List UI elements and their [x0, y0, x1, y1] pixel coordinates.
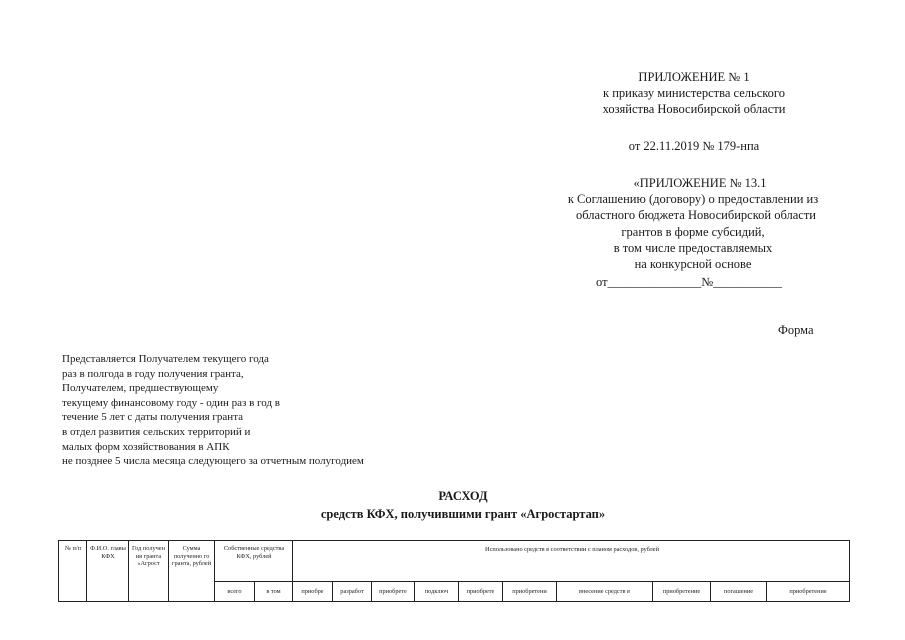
column-divider [214, 540, 215, 602]
column-header-grant-sum: Сумма полученно го гранта, рублей [171, 545, 212, 568]
column-divider [502, 581, 503, 602]
column-header-grant-year: Год получен ия гранта «Агрост [132, 545, 165, 568]
agreement-line-3: грантов в форме субсидий, [621, 225, 765, 239]
submission-note-line: не позднее 5 числа месяца следующего за отчетным полугодием [62, 455, 364, 468]
from-number-line: от_______________№___________ [596, 275, 782, 289]
column-divider [710, 581, 711, 602]
subheader-used-item: внесение средств в [579, 588, 630, 595]
subheader-used-item: подключ [424, 588, 449, 595]
column-divider [414, 581, 415, 602]
column-divider [652, 581, 653, 602]
submission-note-line: Получателем, предшествующему [62, 382, 219, 395]
subheader-used-item: приобретение [789, 588, 827, 595]
column-header-own-funds: Собственные средства КФХ, рублей [223, 545, 285, 560]
subheader-used-item: погашение [723, 588, 754, 595]
submission-note-line: Представляется Получателем текущего года [62, 353, 269, 365]
submission-note-line: малых форм хозяйствования в АПК [62, 440, 230, 453]
appendix-title: ПРИЛОЖЕНИЕ № 1 [638, 70, 750, 84]
form-label: Форма [778, 323, 814, 337]
subheader-used-item: разработ [340, 588, 364, 595]
column-divider [766, 581, 767, 602]
table-border-bottom [58, 601, 850, 602]
report-title: РАСХОД [438, 489, 488, 503]
subheader-used-item: приобрете [466, 588, 495, 595]
table-border-right [849, 540, 850, 602]
column-header-used-funds: Использовано средств в соответствии с планом расходов, рублей [485, 546, 659, 553]
report-subtitle: средств КФХ, получившими грант «Агростартап» [320, 507, 606, 521]
submission-note [62, 352, 364, 469]
table-border-left [58, 540, 59, 602]
column-divider [556, 581, 557, 602]
subheader-used-item: приобретени [512, 588, 547, 595]
column-divider [128, 540, 129, 602]
column-divider [371, 581, 372, 602]
column-header-number: № п/п [64, 545, 82, 552]
column-header-fio: Ф.И.О. главы КФХ [90, 545, 126, 560]
subheader-used-item: приобре [301, 588, 324, 595]
column-divider [168, 540, 169, 602]
column-divider [86, 540, 87, 602]
column-divider [332, 581, 333, 602]
agreement-line-5: на конкурсной основе [634, 257, 752, 271]
submission-note-line: течение 5 лет с даты получения гранта [62, 411, 244, 424]
agreement-line-4: в том числе предоставляемых [613, 241, 773, 255]
expense-table [58, 540, 850, 602]
subheader-including: в том [266, 588, 281, 595]
column-divider [458, 581, 459, 602]
submission-note-line: раз в полгода в году получения гранта, [62, 367, 244, 380]
order-reference-line-2: хозяйства Новосибирской области [602, 102, 786, 116]
submission-note-line: в отдел развития сельских территорий и [62, 425, 251, 438]
order-reference-line-1: к приказу министерства сельского [602, 86, 786, 100]
subheader-used-item: приобретение [662, 588, 701, 595]
column-divider [292, 540, 293, 602]
table-subheader-divider [214, 581, 850, 582]
order-date-number: от 22.11.2019 № 179-нпа [628, 139, 760, 153]
subheader-total: всего [227, 588, 242, 595]
table-border-top [58, 540, 850, 541]
agreement-line-1: к Соглашению (договору) о предоставлении из [567, 192, 819, 206]
column-divider [254, 581, 255, 602]
submission-note-line: текущему финансовому году - один раз в год в [62, 396, 280, 409]
agreement-line-2: областного бюджета Новосибирской области [576, 208, 816, 222]
subheader-used-item: приобрете [379, 588, 407, 595]
inner-appendix-title: «ПРИЛОЖЕНИЕ № 13.1 [633, 176, 767, 190]
